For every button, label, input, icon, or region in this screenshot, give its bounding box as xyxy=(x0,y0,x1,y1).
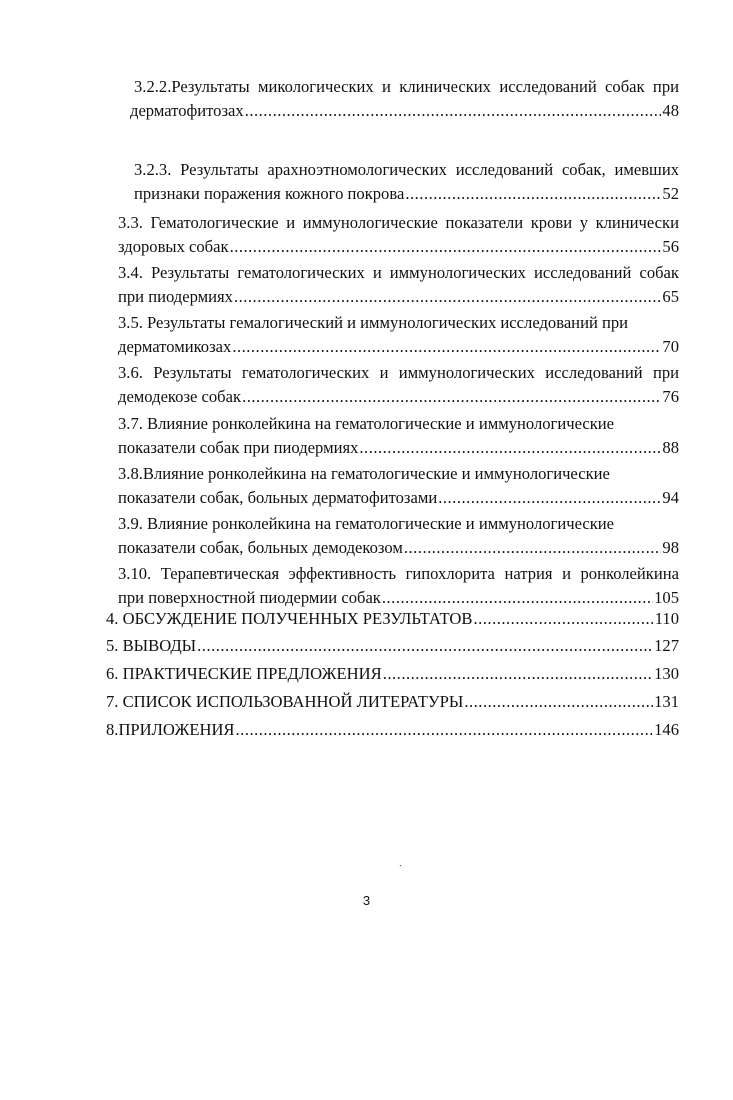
page-number: 3 xyxy=(362,893,371,908)
toc-page-number: 146 xyxy=(654,720,679,739)
toc-entry-text: 3.8.Влияние ронколейкина на гематологические и иммунологические xyxy=(118,464,610,483)
toc-chapter-7[interactable] xyxy=(106,692,679,712)
dot-leader xyxy=(236,720,654,740)
toc-entry-text: 3.7. Влияние ронколейкина на гематологические и иммунологические xyxy=(118,414,615,433)
dot-leader xyxy=(464,692,653,712)
dot-leader xyxy=(234,287,661,307)
toc-entry-text-cont: дерматомикозах xyxy=(118,337,232,356)
dot-leader xyxy=(382,588,653,608)
toc-entry-3-2-2[interactable] xyxy=(130,77,679,121)
toc-entry-text-cont: показатели собак при пиодермиях xyxy=(118,438,359,457)
dot-leader xyxy=(438,488,661,508)
toc-page-number: 52 xyxy=(662,184,679,203)
toc-entry-text: 3.2.3. Результаты арахноэтномологических исследований собак, имевших xyxy=(134,160,679,179)
toc-chapter-4[interactable] xyxy=(106,609,679,629)
scan-speck: ˏ xyxy=(399,856,403,867)
toc-chapter-5[interactable] xyxy=(106,636,679,656)
dot-leader xyxy=(405,184,661,204)
toc-page-number: 65 xyxy=(662,287,679,306)
toc-entry-text-cont: здоровых собак xyxy=(118,237,229,256)
toc-page-number: 56 xyxy=(662,237,679,256)
toc-page-number: 131 xyxy=(654,692,679,711)
toc-page-number: 98 xyxy=(662,538,679,557)
toc-page-number: 76 xyxy=(662,387,679,406)
toc-chapter-title: 5. ВЫВОДЫ xyxy=(106,636,197,655)
toc-page-number: 94 xyxy=(662,488,679,507)
toc-entry-3-3[interactable] xyxy=(118,213,679,257)
toc-page-number: 130 xyxy=(654,664,679,683)
dot-leader xyxy=(230,237,662,257)
toc-page-number: 105 xyxy=(654,588,679,607)
toc-entry-text: 3.5. Результаты гемалогический и иммунологических исследований при xyxy=(118,313,629,332)
dot-leader xyxy=(242,387,661,407)
toc-entry-text-cont: показатели собак, больных дерматофитозами xyxy=(118,488,438,507)
toc-entry-text-cont: при пиодермиях xyxy=(118,287,233,306)
toc-entry-text-cont: показатели собак, больных демодекозом xyxy=(118,538,403,557)
toc-entry-text: 3.9. Влияние ронколейкина на гематологические и иммунологические xyxy=(118,514,615,533)
toc-page-number: 88 xyxy=(662,438,679,457)
toc-entry-3-10[interactable] xyxy=(118,564,679,608)
toc-entry-text: 3.3. Гематологические и иммунологические показатели крови у клинически xyxy=(118,213,679,232)
dot-leader xyxy=(197,636,653,656)
toc-chapter-title: 4. ОБСУЖДЕНИЕ ПОЛУЧЕННЫХ РЕЗУЛЬТАТОВ xyxy=(106,609,473,628)
toc-entry-text-cont: дерматофитозах xyxy=(130,101,244,120)
toc-chapter-6[interactable] xyxy=(106,664,679,684)
toc-entry-3-2-3[interactable] xyxy=(134,160,679,204)
toc-entry-text-cont: признаки поражения кожного покрова xyxy=(134,184,405,203)
dot-leader xyxy=(404,538,662,558)
toc-entry-3-4[interactable] xyxy=(118,263,679,307)
toc-entry-text-cont: при поверхностной пиодермии собак xyxy=(118,588,381,607)
dot-leader xyxy=(383,664,653,684)
toc-chapter-8[interactable] xyxy=(106,720,679,740)
toc-chapter-title: 8.ПРИЛОЖЕНИЯ xyxy=(106,720,235,739)
toc-entry-3-7[interactable] xyxy=(118,414,679,458)
toc-page-number: 48 xyxy=(662,101,679,120)
toc-entry-3-9[interactable] xyxy=(118,514,679,558)
dot-leader xyxy=(245,101,662,121)
dot-leader xyxy=(232,337,661,357)
toc-entry-text-cont: демодекозе собак xyxy=(118,387,242,406)
toc-entry-text: 3.10. Терапевтическая эффективность гипохлорита натрия и ронколейкина xyxy=(118,564,679,583)
dot-leader xyxy=(359,438,661,458)
toc-entry-text: 3.6. Результаты гематологических и иммунологических исследований при xyxy=(118,363,679,382)
toc-page-number: 110 xyxy=(654,609,679,628)
toc-entry-text: 3.2.2.Результаты микологических и клинических исследований собак при xyxy=(134,77,679,96)
dot-leader xyxy=(473,609,653,629)
toc-entry-text: 3.4. Результаты гематологических и иммунологических исследований собак xyxy=(118,263,679,282)
toc-page-number: 127 xyxy=(654,636,679,655)
toc-entry-3-5[interactable] xyxy=(118,313,679,357)
toc-page-number: 70 xyxy=(662,337,679,356)
toc-chapter-title: 7. СПИСОК ИСПОЛЬЗОВАННОЙ ЛИТЕРАТУРЫ xyxy=(106,692,464,711)
toc-entry-3-6[interactable] xyxy=(118,363,679,407)
toc-chapter-title: 6. ПРАКТИЧЕСКИЕ ПРЕДЛОЖЕНИЯ xyxy=(106,664,382,683)
toc-entry-3-8[interactable] xyxy=(118,464,679,508)
